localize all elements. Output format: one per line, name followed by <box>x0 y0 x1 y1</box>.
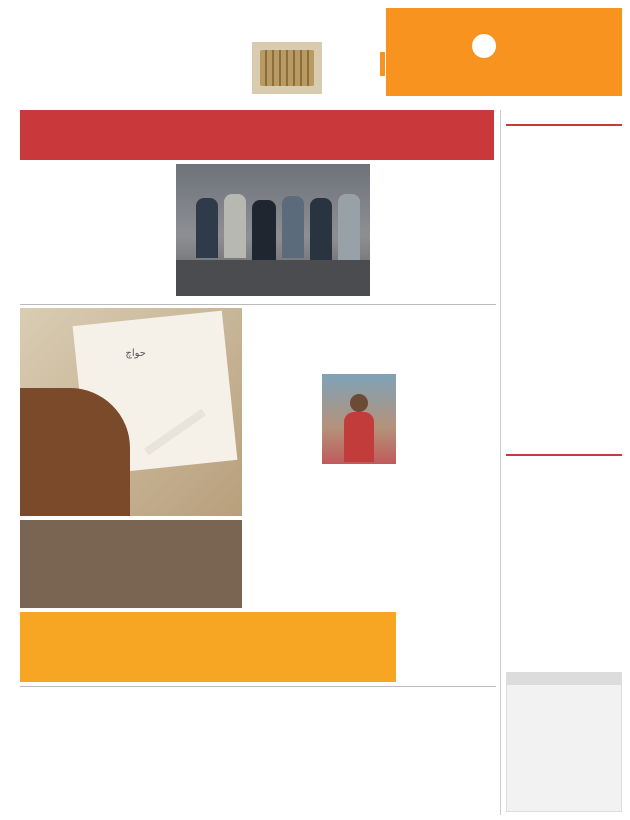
top-intro-text <box>20 44 244 104</box>
suspects-photo <box>176 164 370 296</box>
main-story-col-1 <box>375 165 495 295</box>
main-story-banner <box>20 110 494 160</box>
lost-notice-title-bar <box>507 673 621 685</box>
bottom-story-col-1 <box>256 728 396 814</box>
bottom-left-col <box>20 690 124 814</box>
sidebar-item2-body <box>506 476 622 666</box>
divider-mid <box>20 304 496 305</box>
divider-bottom <box>20 686 496 687</box>
callout-col-3 <box>26 616 140 678</box>
masthead-ribbon <box>380 52 385 76</box>
bottom-story-col-2 <box>130 728 250 814</box>
quote-body <box>26 536 236 604</box>
feature-col-2 <box>250 374 320 464</box>
sidebar-label <box>506 114 622 126</box>
masthead <box>386 8 622 96</box>
callout-col-1 <box>272 616 390 678</box>
treasure-box <box>252 42 376 94</box>
feature-col-1 <box>400 374 494 814</box>
gold-blocks-photo <box>252 42 322 94</box>
sidebar-item1-body <box>506 150 622 450</box>
callout-col-2 <box>148 616 266 678</box>
page-number-badge <box>472 34 496 58</box>
girl-photo <box>322 374 396 464</box>
sidebar-item2-bar <box>506 454 622 456</box>
main-story-col-3 <box>20 232 170 302</box>
divider-right-column <box>500 110 501 815</box>
lost-notice-text <box>511 689 617 809</box>
hand-writing-photo: حواچ <box>20 308 242 516</box>
lost-notice-box <box>506 672 622 812</box>
callout-box <box>20 612 396 682</box>
quote-box <box>20 520 242 608</box>
masthead-teaser <box>390 14 468 74</box>
